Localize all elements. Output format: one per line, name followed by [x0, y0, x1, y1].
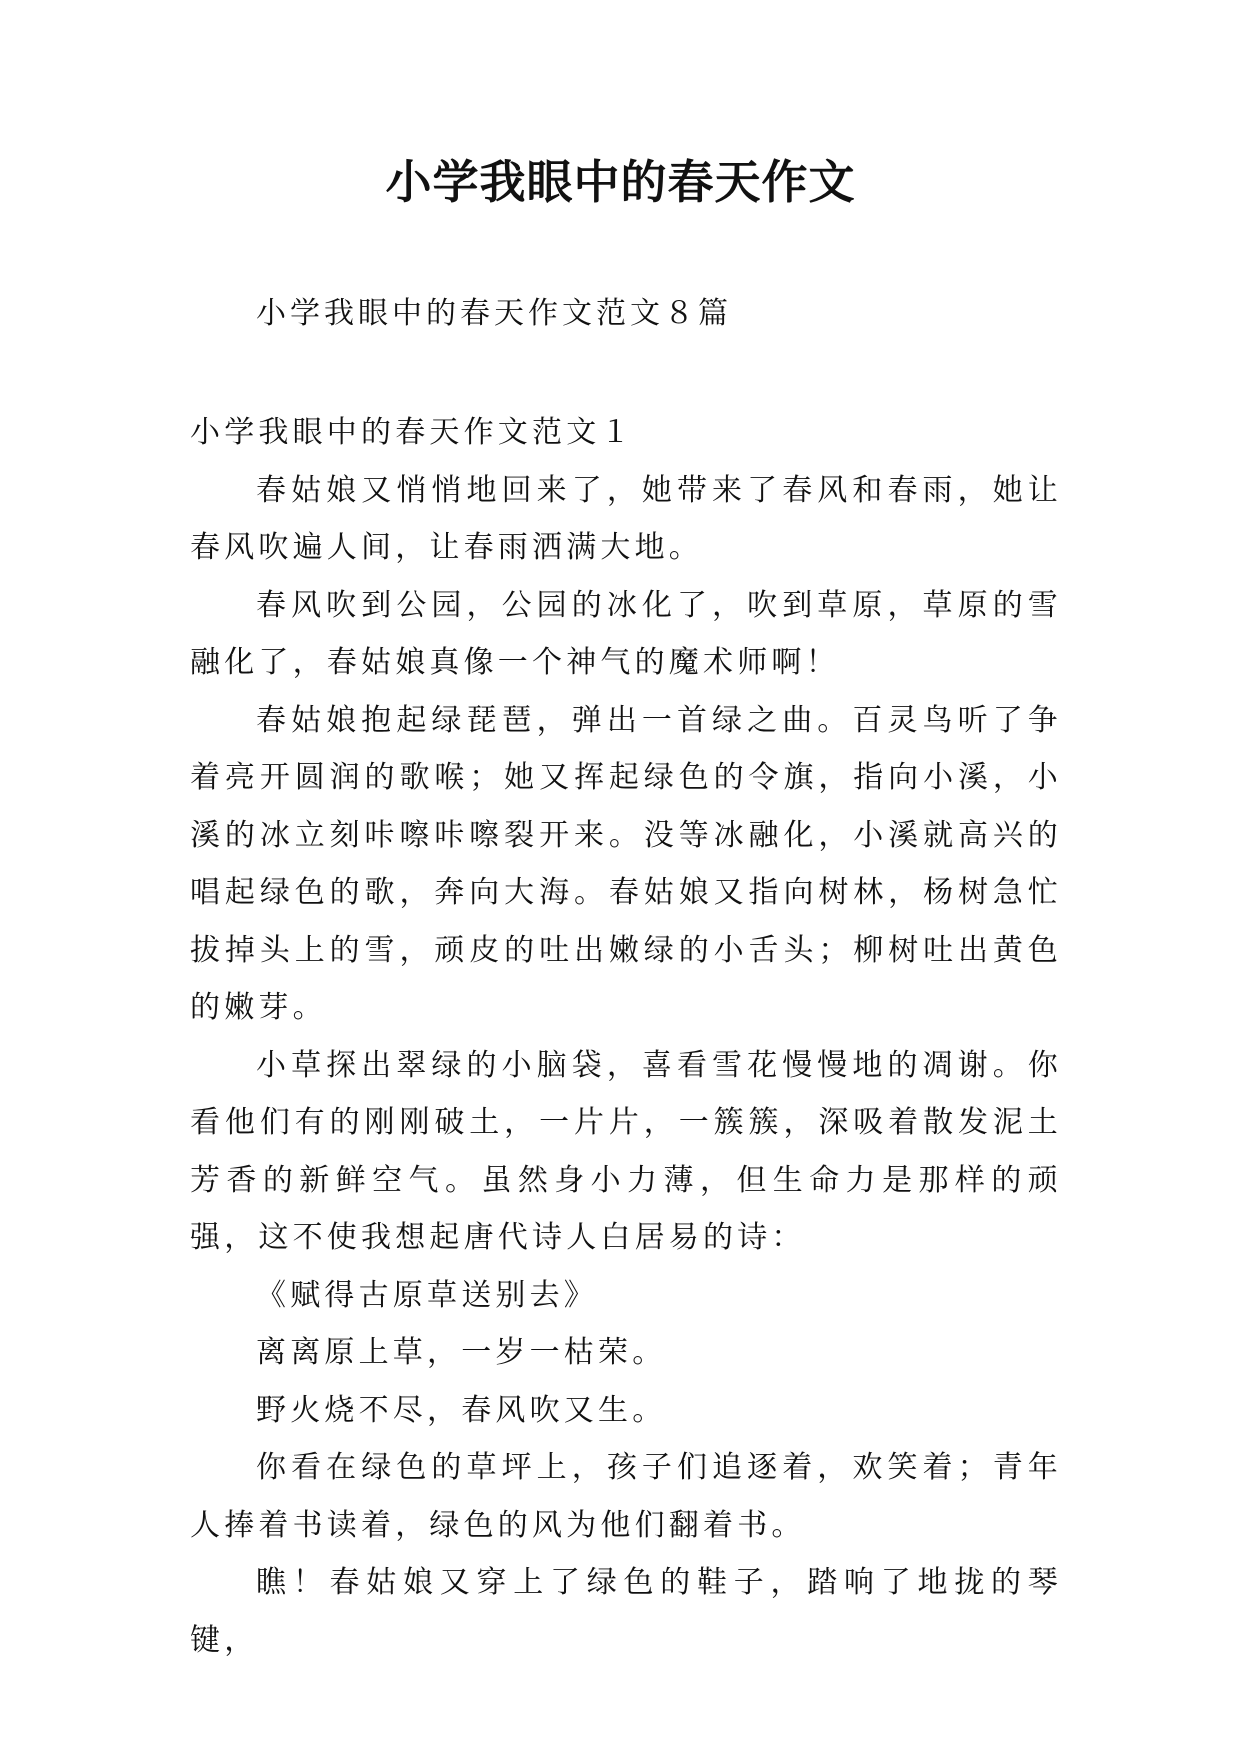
- section-heading: 小学我眼中的春天作文范文１: [190, 415, 635, 450]
- poem-line: 离离原上草，一岁一枯荣。: [256, 1335, 667, 1370]
- paragraph: 春风吹到公园，公园的冰化了，吹到草原，草原的雪融化了，春姑娘真像一个神气的魔术师啊！: [190, 587, 1062, 680]
- document-body: [190, 404, 1062, 1669]
- paragraph: 你看在绿色的草坪上，孩子们追逐着，欢笑着；青年人捧着书读着，绿色的风为他们翻着书。: [190, 1450, 1062, 1543]
- document-title: 小学我眼中的春天作文: [385, 155, 856, 209]
- paragraph: 春姑娘又悄悄地回来了，她带来了春风和春雨，她让春风吹遍人间，让春雨洒满大地。: [190, 472, 1062, 565]
- poem-line: 野火烧不尽，春风吹又生。: [256, 1392, 667, 1428]
- poem-title: 《赋得古原草送别去》: [256, 1277, 598, 1313]
- paragraph: 瞧！春姑娘又穿上了绿色的鞋子，踏响了地拢的琴键，: [190, 1565, 1062, 1658]
- paragraph: 春姑娘抱起绿琵琶，弹出一首绿之曲。百灵鸟听了争着亮开圆润的歌喉；她又挥起绿色的令旗，指向小溪，小溪的冰立刻咔嚓咔嚓裂开来。没等冰融化，小溪就高兴的唱起绿色的歌，奔向大海。春姑娘又指向树林，杨树急忙拔掉头上的雪，顽皮的吐出嫩绿的小舌头；柳树吐出黄色的嫩芽。: [190, 702, 1062, 1025]
- paragraph: 小草探出翠绿的小脑袋，喜看雪花慢慢地的凋谢。你看他们有的刚刚破土，一片片，一簇簇，深吸着散发泥土芳香的新鲜空气。虽然身小力薄，但生命力是那样的顽强，这不使我想起唐代诗人白居易的诗：: [190, 1047, 1062, 1255]
- document-subtitle: 小学我眼中的春天作文范文８篇: [256, 296, 732, 331]
